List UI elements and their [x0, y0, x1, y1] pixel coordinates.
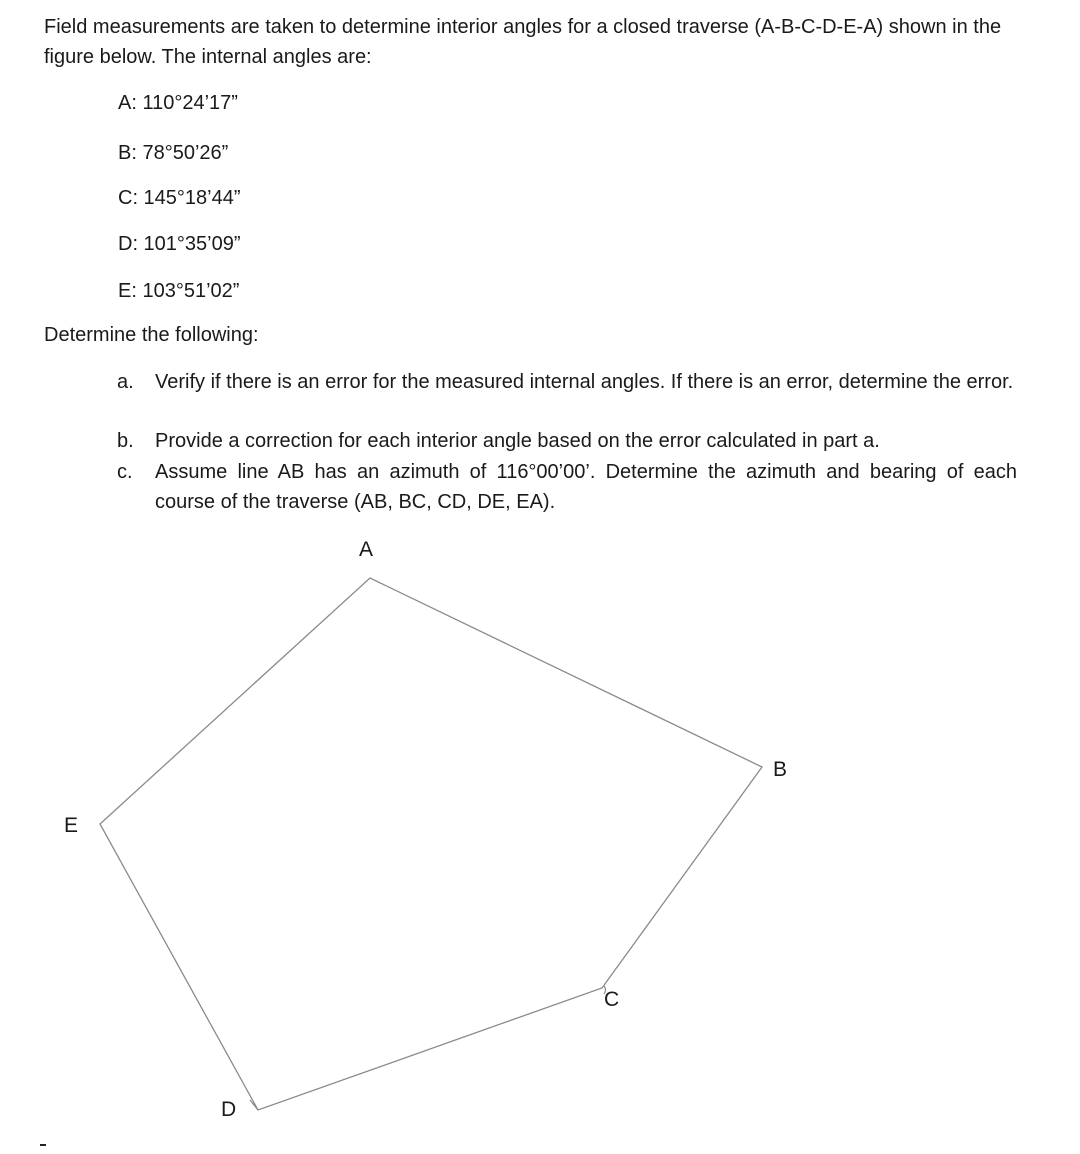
vertex-label-a: A: [359, 538, 374, 561]
prompt-heading: Determine the following:: [44, 324, 259, 346]
task-b-marker: b.: [117, 430, 134, 452]
vertex-label-c: C: [604, 988, 620, 1011]
vertex-label-e: E: [64, 814, 79, 837]
task-c-marker: c.: [117, 461, 133, 483]
problem-intro: Field measurements are taken to determine interior angles for a closed traverse (A-B-C-D-E-A) shown in the figure below. The internal angles are:: [44, 16, 1002, 68]
angle-d: D: 101°35’09”: [118, 233, 241, 255]
page-mark: [40, 1144, 46, 1146]
vertex-label-d: D: [221, 1098, 237, 1121]
angle-e: E: 103°51’02”: [118, 280, 240, 302]
angle-c: C: 145°18’44”: [118, 187, 241, 209]
task-a-marker: a.: [117, 371, 134, 393]
vertex-label-b: B: [773, 758, 788, 781]
angle-b: B: 78°50’26”: [118, 142, 229, 164]
task-b-text: Provide a correction for each interior angle based on the error calculated in part a.: [155, 430, 880, 452]
angle-a: A: 110°24’17”: [118, 92, 238, 114]
task-c-text: Assume line AB has an azimuth of 116°00’00’. Determine the azimuth and bearing of each course of the traverse (AB, BC, CD, DE, EA).: [155, 461, 1017, 513]
traverse-polygon: [100, 578, 762, 1110]
task-a-text: Verify if there is an error for the measured internal angles. If there is an error, determine the error.: [155, 371, 1014, 393]
